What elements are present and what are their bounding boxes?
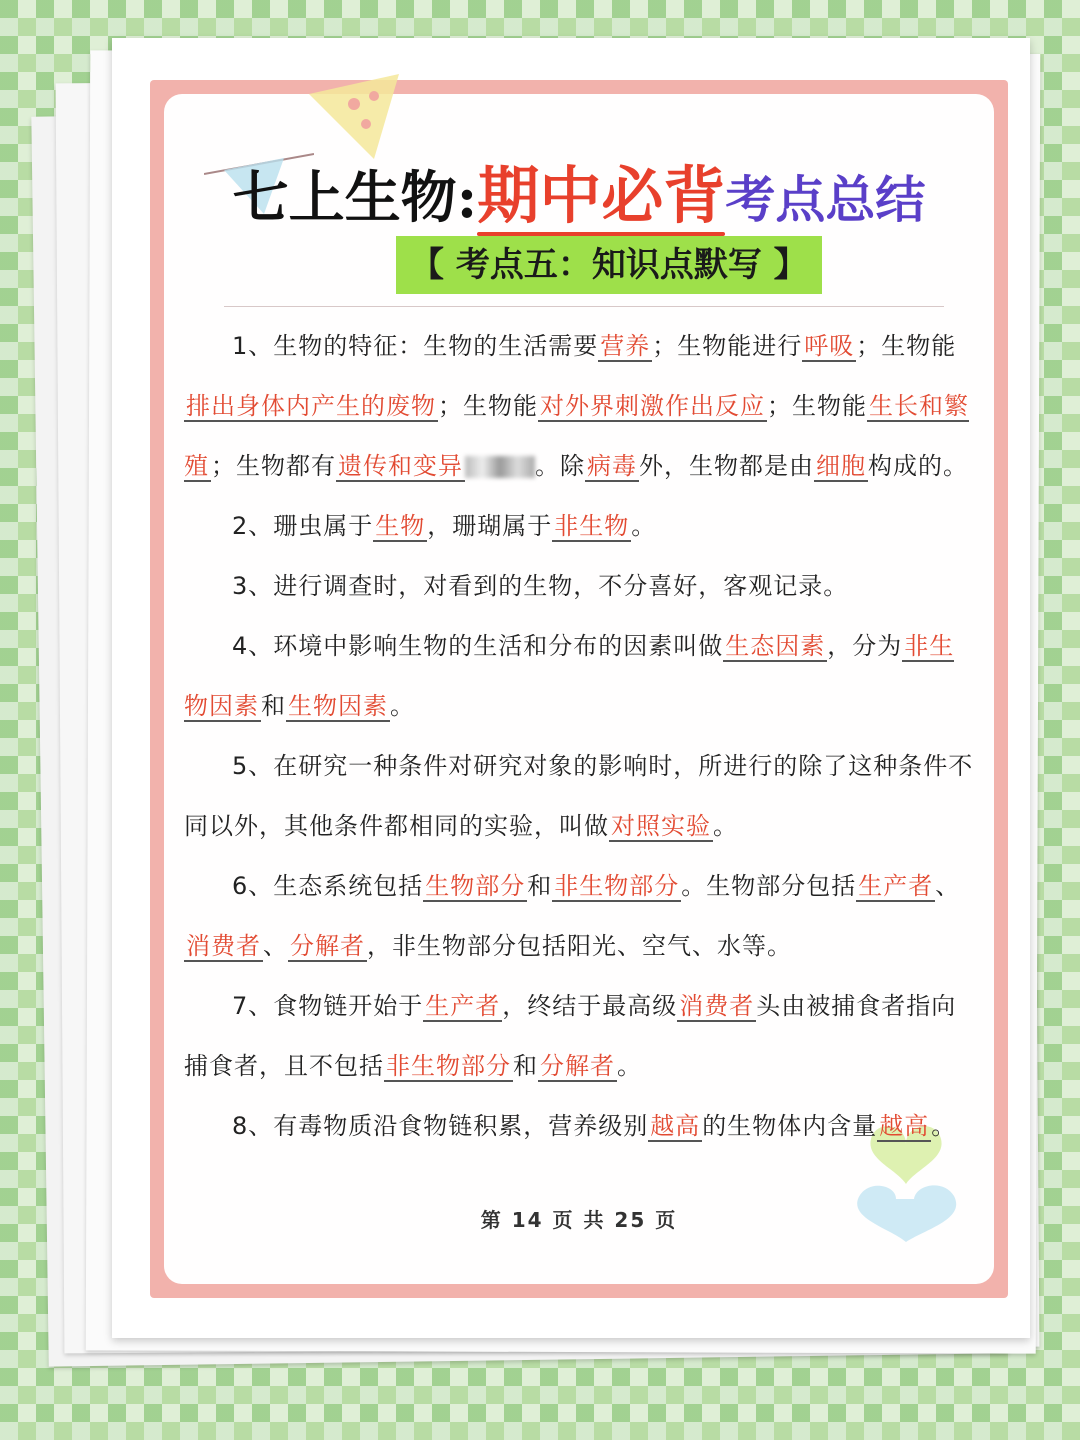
answer: 细胞 bbox=[816, 452, 866, 480]
point-1 bbox=[184, 316, 974, 496]
page-title bbox=[164, 146, 994, 235]
answer: 越高 bbox=[879, 1112, 930, 1140]
text: 、 bbox=[263, 932, 288, 960]
answer: 生物 bbox=[375, 512, 426, 540]
knowledge-points bbox=[184, 316, 974, 1156]
text: ，终结于最高级 bbox=[502, 992, 678, 1020]
text: 8、有毒物质沿食物链积累，营养级别 bbox=[232, 1112, 649, 1140]
text: ，非生物部分包括阳光、空气、水等。 bbox=[367, 932, 792, 960]
page-number: 第 14 页 共 25 页 bbox=[480, 1208, 678, 1232]
answer: 分解者 bbox=[540, 1052, 615, 1080]
answer: 非生物部分 bbox=[554, 872, 680, 900]
answer: 排出身体内产生的废物 bbox=[186, 392, 436, 420]
point-2 bbox=[184, 496, 974, 556]
text: ，珊瑚属于 bbox=[427, 512, 553, 540]
point-8 bbox=[184, 1096, 974, 1156]
text: 头由被捕食者指向捕食者，且不包括 bbox=[184, 992, 957, 1080]
answer: 生产者 bbox=[858, 872, 934, 900]
answer: 生物部分 bbox=[425, 872, 526, 900]
text: ，分为 bbox=[827, 632, 903, 660]
answer: 生物因素 bbox=[288, 692, 388, 720]
answer: 病毒 bbox=[587, 452, 637, 480]
text: ；生物能 bbox=[767, 392, 867, 420]
text: 。生物部分包括 bbox=[681, 872, 857, 900]
text: 。 bbox=[631, 512, 657, 540]
text: ；生物都有 bbox=[211, 452, 336, 480]
answer: 越高 bbox=[650, 1112, 701, 1140]
text: 和 bbox=[527, 872, 553, 900]
text: 3、进行调查时，对看到的生物，不分喜好，客观记录。 bbox=[232, 572, 849, 600]
point-4 bbox=[184, 616, 974, 736]
text: 和 bbox=[261, 692, 286, 720]
answer: 呼吸 bbox=[804, 332, 855, 360]
divider bbox=[224, 306, 944, 307]
point-5 bbox=[184, 736, 974, 856]
answer: 生态因素 bbox=[725, 632, 826, 660]
text: 2、珊虫属于 bbox=[232, 512, 374, 540]
text: 4、环境中影响生物的生活和分布的因素叫做 bbox=[232, 632, 724, 660]
answer: 消费者 bbox=[679, 992, 755, 1020]
point-6 bbox=[184, 856, 974, 976]
blurred-region bbox=[465, 456, 535, 478]
text: 外，生物都是由 bbox=[639, 452, 814, 480]
text: 5、在研究一种条件对研究对象的影响时，所进行的除了这种条件不同以外，其他条件都相同的实验，叫做 bbox=[184, 752, 974, 840]
text: 、 bbox=[935, 872, 961, 900]
text: 1、生物的特征：生物的生活需要 bbox=[232, 332, 599, 360]
text: 。 bbox=[713, 812, 738, 840]
section-badge: 【 考点五：知识点默写 】 bbox=[396, 236, 822, 294]
text: 和 bbox=[513, 1052, 538, 1080]
worksheet-page bbox=[112, 38, 1030, 1338]
text: 。 bbox=[931, 1112, 957, 1140]
answer: 遗传和变异 bbox=[338, 452, 463, 480]
text: 7、食物链开始于 bbox=[232, 992, 424, 1020]
answer: 生长和繁殖 bbox=[184, 392, 969, 480]
answer: 非生物部分 bbox=[386, 1052, 511, 1080]
text: 的生物体内含量 bbox=[702, 1112, 878, 1140]
text: ；生物能进行 bbox=[652, 332, 803, 360]
answer: 消费者 bbox=[186, 932, 261, 960]
text: 6、生态系统包括 bbox=[232, 872, 424, 900]
text: 。 bbox=[617, 1052, 642, 1080]
text: 。除 bbox=[535, 452, 585, 480]
point-3 bbox=[184, 556, 974, 616]
answer: 对照实验 bbox=[611, 812, 711, 840]
point-7 bbox=[184, 976, 974, 1096]
answer: 非生物 bbox=[554, 512, 630, 540]
pink-border-frame bbox=[150, 80, 1008, 1298]
title-subject: 七上生物: bbox=[232, 165, 478, 231]
title-highlight: 期中必背 bbox=[477, 159, 726, 232]
text: ；生物能 bbox=[438, 392, 538, 420]
text: 构成的。 bbox=[868, 452, 968, 480]
answer: 对外界刺激作出反应 bbox=[540, 392, 765, 420]
answer: 生产者 bbox=[425, 992, 501, 1020]
text: ；生物能 bbox=[856, 332, 957, 360]
text: 。 bbox=[390, 692, 415, 720]
answer: 非生物因素 bbox=[184, 632, 955, 720]
answer: 营养 bbox=[600, 332, 651, 360]
answer: 分解者 bbox=[290, 932, 365, 960]
page-content-area bbox=[164, 94, 994, 1284]
title-suffix: 考点总结 bbox=[725, 170, 926, 229]
